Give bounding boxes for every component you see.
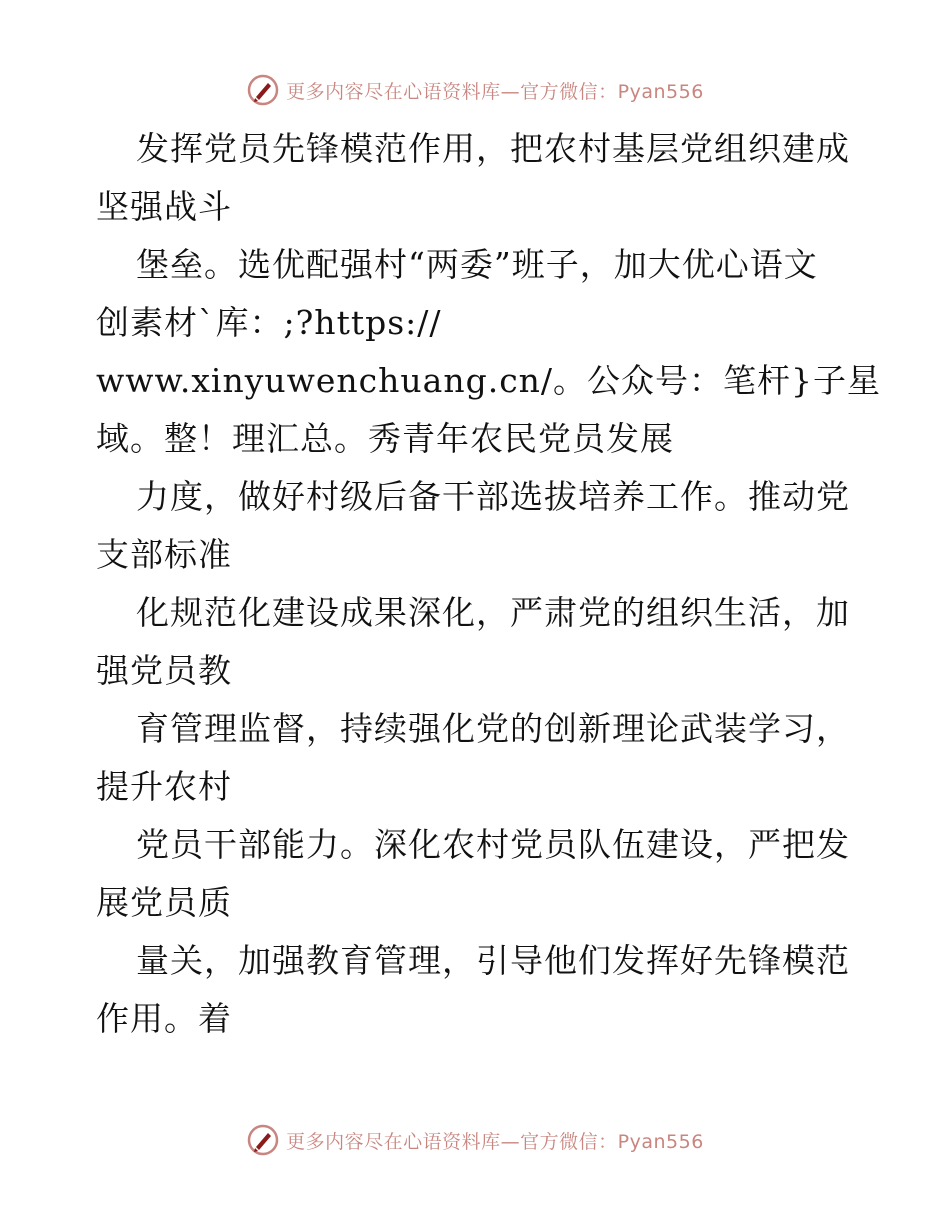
body-line: 域。整！理汇总。秀青年农民党员发展 [96, 419, 674, 458]
body-line: 支部标准 [96, 535, 232, 574]
body-line: 育管理监督，持续强化党的创新理论武装学习， [136, 709, 850, 748]
body-line: 作用。着 [96, 999, 232, 1038]
body-line: 力度，做好村级后备干部选拔培养工作。推动党 [136, 477, 850, 516]
watermark-text: 更多内容尽在心语资料库—官方微信：Pyan556 [286, 1130, 704, 1153]
body-line: 强党员教 [96, 651, 232, 690]
body-line: 坚强战斗 [96, 187, 232, 226]
pen-logo-icon [246, 73, 280, 107]
footer-watermark [0, 1120, 950, 1160]
body-line: 发挥党员先锋模范作用，把农村基层党组织建成 [136, 129, 850, 168]
body-line: 量关，加强教育管理，引导他们发挥好先锋模范 [136, 941, 850, 980]
body-line: 创素材`库：;?https:// [96, 303, 442, 342]
body-line: www.xinyuwenchuang.cn/。公众号：笔杆}子星 [96, 361, 882, 400]
body-line: 展党员质 [96, 883, 232, 922]
pen-logo-icon [246, 1123, 280, 1157]
body-line: 堡垒。选优配强村“两委”班子，加大优心语文 [136, 245, 818, 284]
document-body [96, 120, 882, 1048]
watermark-text: 更多内容尽在心语资料库—官方微信：Pyan556 [286, 80, 704, 103]
body-line: 提升农村 [96, 767, 232, 806]
body-line: 化规范化建设成果深化，严肃党的组织生活，加 [136, 593, 850, 632]
body-line: 党员干部能力。深化农村党员队伍建设，严把发 [136, 825, 850, 864]
header-watermark [0, 70, 950, 110]
